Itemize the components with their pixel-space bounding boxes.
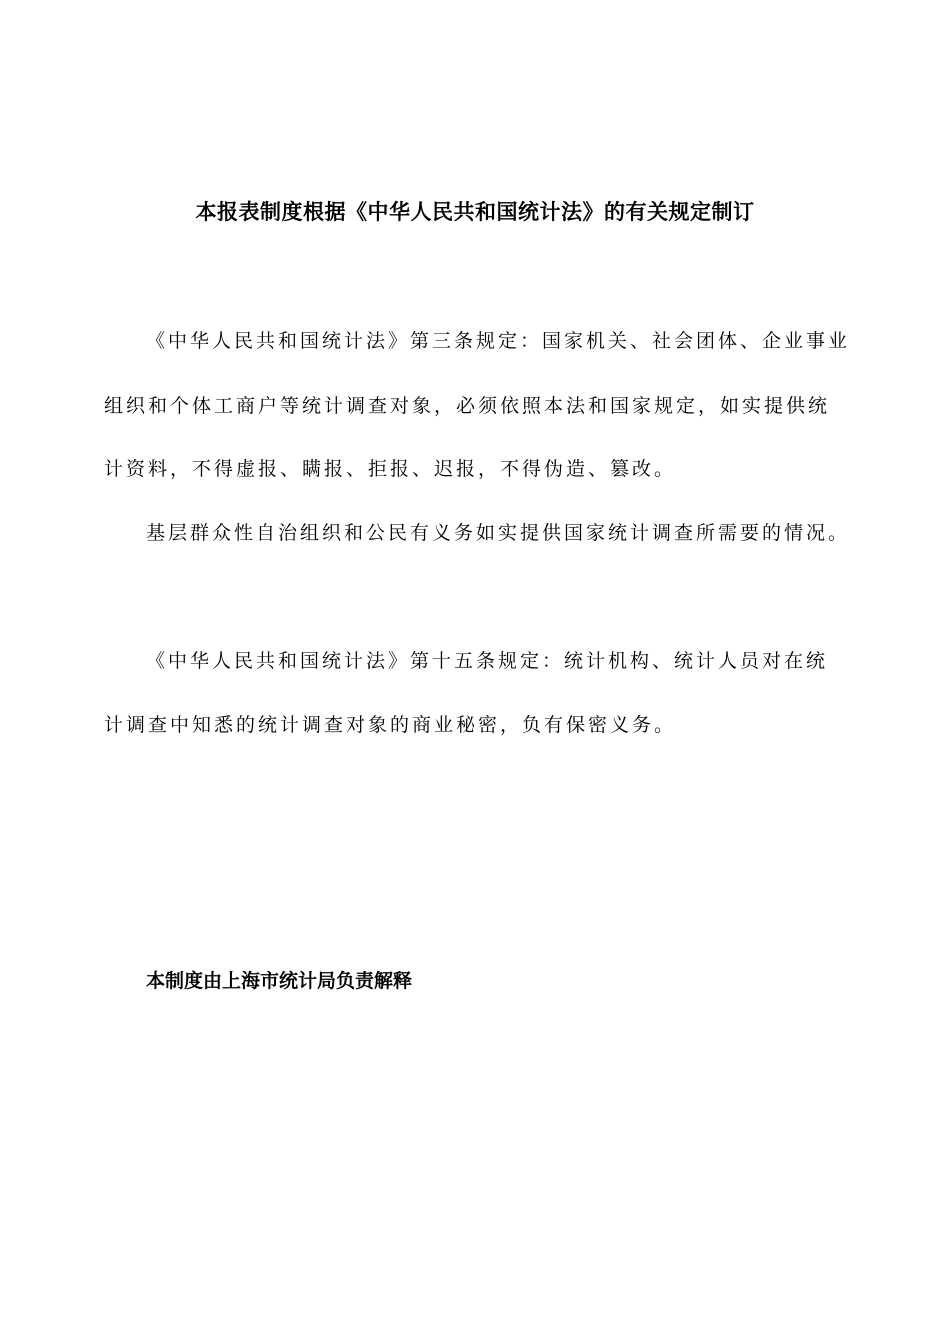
article15-line-2: 计调查中知悉的统计调查对象的商业秘密，负有保密义务。 bbox=[104, 714, 677, 736]
article3-line-3: 计资料，不得虚报、瞒报、拒报、迟报，不得伪造、篡改。 bbox=[104, 458, 677, 480]
grassroots-paragraph: 基层群众性自治组织和公民有义务如实提供国家统计调查所需要的情况。 bbox=[146, 522, 851, 544]
article15-line-1: 《中华人民共和国统计法》第十五条规定：统计机构、统计人员对在统 bbox=[146, 650, 829, 672]
interpretation-note: 本制度由上海市统计局负责解释 bbox=[146, 970, 413, 992]
article3-line-1: 《中华人民共和国统计法》第三条规定：国家机关、社会团体、企业事业 bbox=[146, 330, 851, 352]
document-title: 本报表制度根据《中华人民共和国统计法》的有关规定制订 bbox=[195, 200, 755, 224]
article3-line-2: 组织和个体工商户等统计调查对象，必须依照本法和国家规定，如实提供统 bbox=[104, 395, 831, 417]
